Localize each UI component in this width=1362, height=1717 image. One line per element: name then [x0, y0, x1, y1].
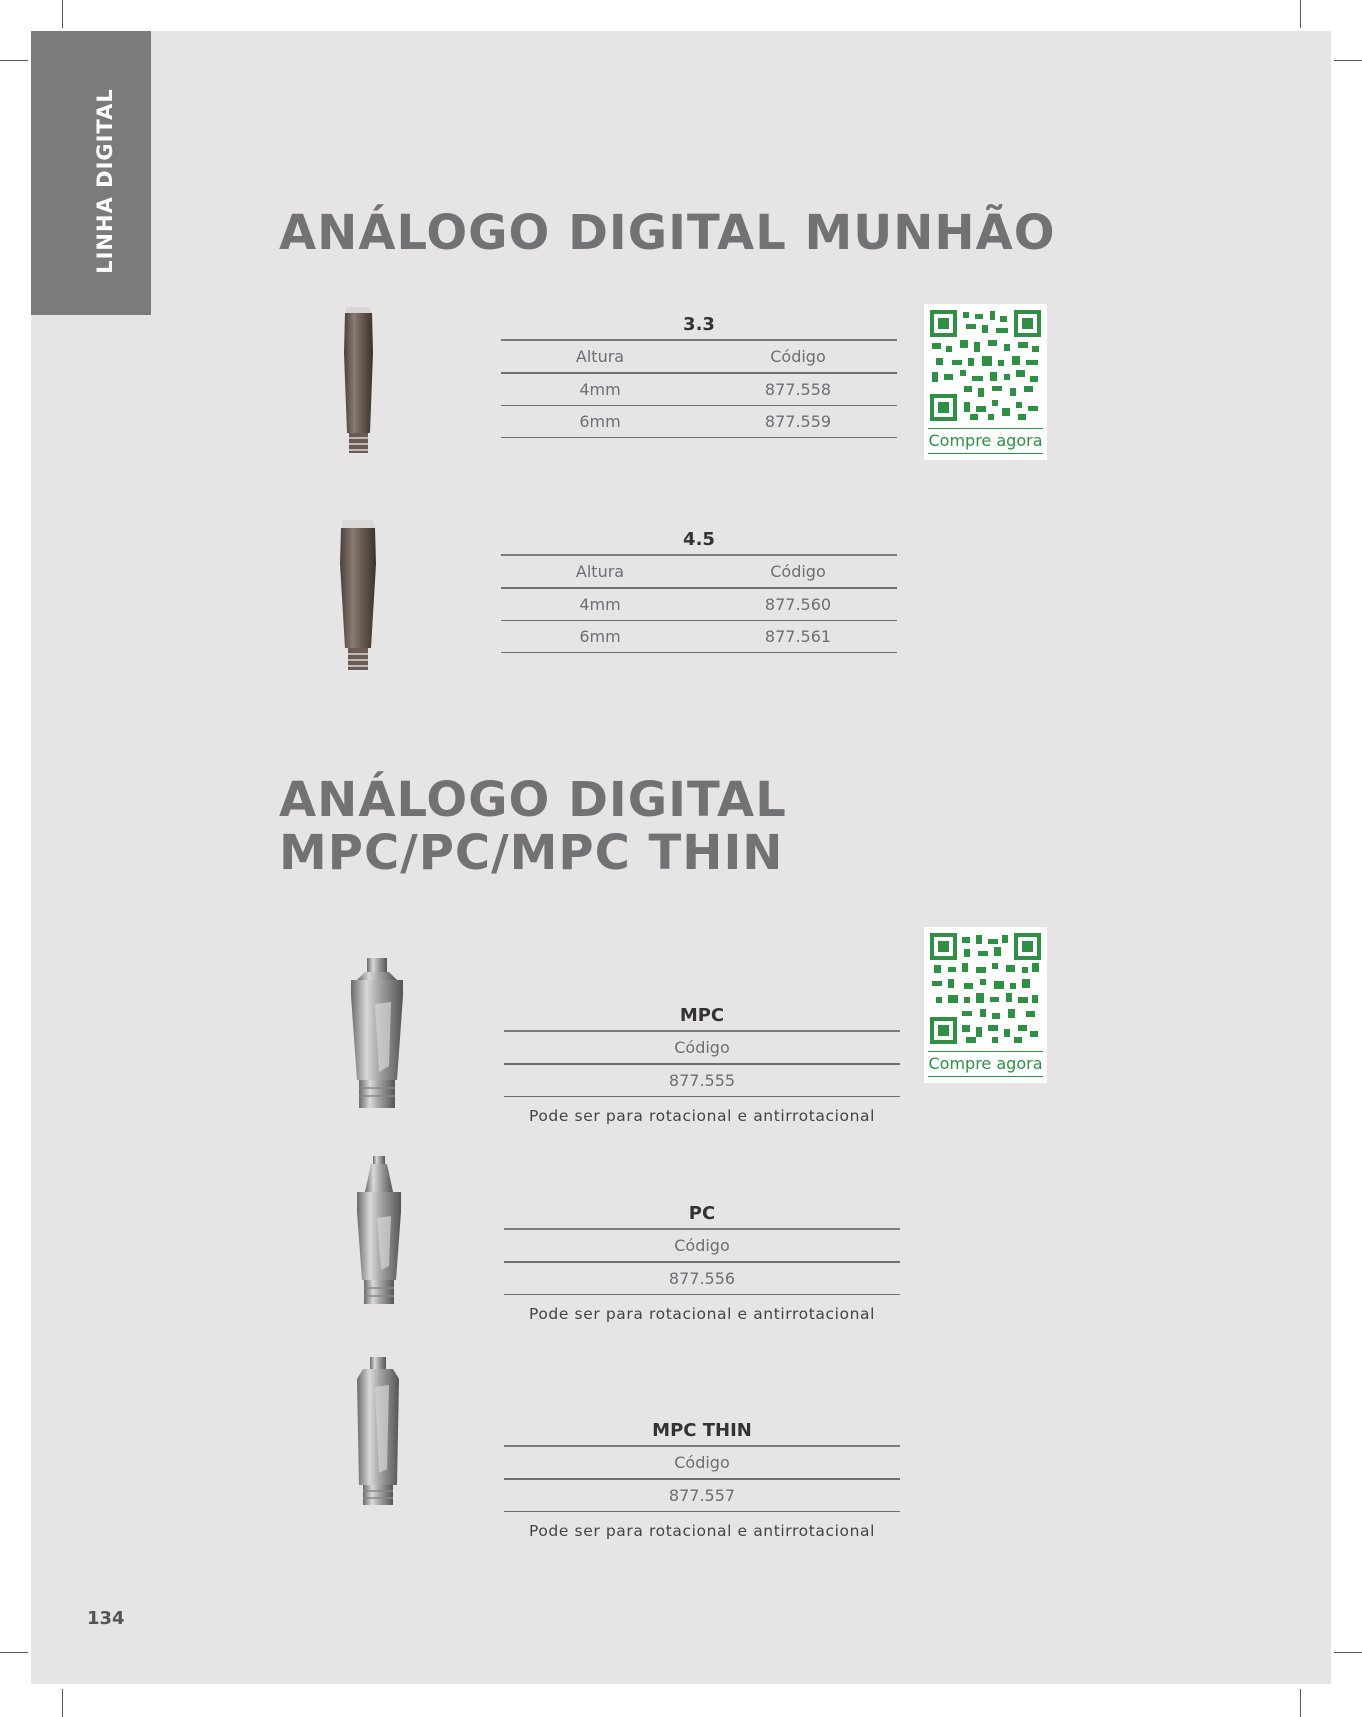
- table-row: [501, 374, 897, 406]
- codigo-cell: 877.558: [764, 380, 832, 399]
- product-image-munhao-3-3: [336, 303, 381, 459]
- qr-code-buy-munhao[interactable]: [924, 304, 1047, 460]
- section2-title: [279, 774, 787, 880]
- product-image-mpc: [345, 956, 409, 1112]
- table-row: [504, 1263, 900, 1295]
- product-note: Pode ser para rotacional e antirrotacional: [528, 1522, 876, 1540]
- altura-cell: 6mm: [579, 627, 621, 646]
- spec-table-pc: [504, 1200, 900, 1323]
- crop-mark: [1334, 1652, 1362, 1653]
- buy-now-label[interactable]: Compre agora: [928, 1051, 1043, 1077]
- spec-table-header-row: [501, 556, 897, 589]
- section1-title: ANÁLOGO DIGITAL MUNHÃO: [279, 205, 1056, 261]
- spec-table-title: MPC THIN: [504, 1417, 900, 1447]
- column-header-altura: Altura: [575, 562, 625, 581]
- spec-table-title: PC: [504, 1200, 900, 1230]
- altura-cell: 4mm: [579, 595, 621, 614]
- codigo-cell: 877.560: [764, 595, 832, 614]
- product-image-munhao-4-5: [333, 518, 383, 674]
- qr-code-buy-mpc[interactable]: [924, 927, 1047, 1083]
- spec-table-3-3: [501, 311, 897, 438]
- altura-cell: 4mm: [579, 380, 621, 399]
- spec-table-4-5: [501, 526, 897, 653]
- codigo-cell: 877.557: [668, 1486, 736, 1505]
- crop-mark: [1300, 1689, 1301, 1717]
- catalog-page: [31, 31, 1331, 1684]
- column-header-codigo: Código: [770, 347, 826, 366]
- crop-mark: [62, 0, 63, 28]
- altura-cell: 6mm: [579, 412, 621, 431]
- crop-mark: [1300, 0, 1301, 28]
- column-header-codigo: Código: [674, 1236, 730, 1255]
- section-tab-label: LINHA DIGITAL: [93, 88, 117, 274]
- column-header-codigo: Código: [770, 562, 826, 581]
- spec-table-mpc-thin: [504, 1417, 900, 1540]
- table-row: [504, 1480, 900, 1512]
- section2-title-line1: ANÁLOGO DIGITAL: [279, 772, 787, 828]
- spec-table-header-row: [504, 1447, 900, 1480]
- column-header-codigo: Código: [674, 1038, 730, 1057]
- crop-mark: [0, 1652, 28, 1653]
- spec-table-header-row: [504, 1230, 900, 1263]
- section-tab: [31, 31, 151, 315]
- spec-table-header-row: [504, 1032, 900, 1065]
- spec-table-title: 4.5: [501, 526, 897, 556]
- product-image-mpc-thin: [353, 1357, 403, 1509]
- column-header-altura: Altura: [575, 347, 625, 366]
- qr-code-icon: [930, 310, 1041, 421]
- product-image-pc: [351, 1156, 407, 1308]
- product-note: Pode ser para rotacional e antirrotacional: [528, 1107, 876, 1125]
- buy-now-label[interactable]: Compre agora: [928, 428, 1043, 454]
- codigo-cell: 877.556: [668, 1269, 736, 1288]
- spec-table-title: MPC: [504, 1002, 900, 1032]
- codigo-cell: 877.555: [668, 1071, 736, 1090]
- crop-mark: [0, 60, 28, 61]
- codigo-cell: 877.559: [764, 412, 832, 431]
- column-header-codigo: Código: [674, 1453, 730, 1472]
- product-note: Pode ser para rotacional e antirrotacional: [528, 1305, 876, 1323]
- spec-table-title: 3.3: [501, 311, 897, 341]
- spec-table-mpc: [504, 1002, 900, 1125]
- page-number: 134: [87, 1608, 125, 1629]
- table-row: [504, 1065, 900, 1097]
- spec-table-header-row: [501, 341, 897, 374]
- table-row: [501, 406, 897, 438]
- crop-mark: [1334, 60, 1362, 61]
- crop-mark: [62, 1689, 63, 1717]
- qr-code-icon: [930, 933, 1041, 1044]
- codigo-cell: 877.561: [764, 627, 832, 646]
- section2-title-line2: MPC/PC/MPC THIN: [279, 825, 784, 881]
- table-row: [501, 621, 897, 653]
- table-row: [501, 589, 897, 621]
